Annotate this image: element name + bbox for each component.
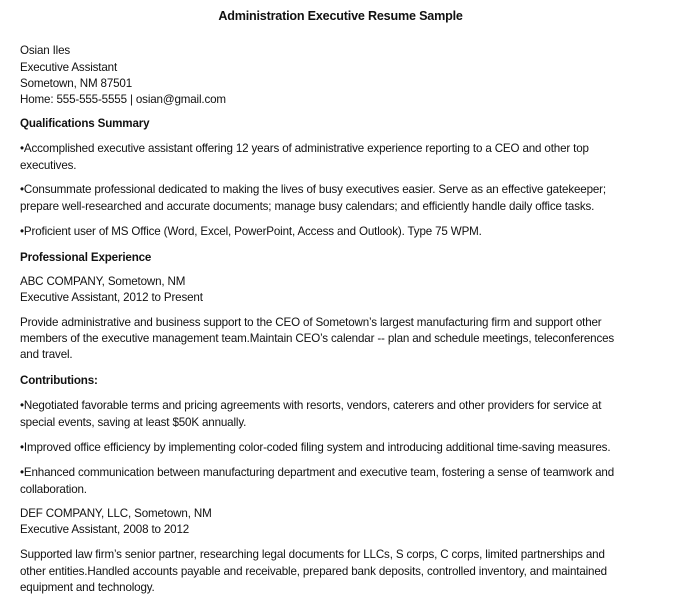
contact-job-title: Executive Assistant [20, 61, 118, 74]
bullet-line: •Consummate professional dedicated to making the lives of busy executives easier. Serve as an effective gatekeeper; [20, 183, 606, 196]
job-role: Executive Assistant, 2012 to Present [20, 291, 203, 304]
job-company: DEF COMPANY, LLC, Sometown, NM [20, 507, 212, 520]
bullet-line: •Proficient user of MS Office (Word, Excel, PowerPoint, Access and Outlook). Type 75 WPM. [20, 225, 482, 238]
job-company: ABC COMPANY, Sometown, NM [20, 275, 186, 288]
experience-heading: Professional Experience [20, 251, 152, 264]
bullet-line: •Accomplished executive assistant offering 12 years of administrative experience reporting to a CEO and other top [20, 142, 589, 155]
bullet-line: executives. [20, 159, 77, 172]
description-line: Supported law firm’s senior partner, researching legal documents for LLCs, S corps, C corps, limited partnerships and [20, 548, 605, 561]
bullet-line: prepare well-researched and accurate documents; manage busy calendars; and efficiently handle daily office tasks. [20, 200, 595, 213]
qualifications-heading: Qualifications Summary [20, 117, 150, 130]
description-line: Provide administrative and business support to the CEO of Sometown’s largest manufacturing firm and support other [20, 316, 602, 329]
description-line: members of the executive management team.Maintain CEO’s calendar -- plan and schedule meetings, teleconferences [20, 332, 615, 345]
bullet-line: special events, saving at least $50K annually. [20, 416, 247, 429]
bullet-line: •Improved office efficiency by implementing color-coded filing system and introducing additional time-saving measures. [20, 441, 611, 454]
contact-name: Osian Iles [20, 44, 71, 57]
bullet-line: •Enhanced communication between manufacturing department and executive team, fostering a sense of teamwork and [20, 466, 615, 479]
contact-phone-email: Home: 555-555-5555 | osian@gmail.com [20, 93, 226, 106]
contributions-heading: Contributions: [20, 374, 98, 387]
bullet-line: collaboration. [20, 483, 87, 496]
description-line: equipment and technology. [20, 581, 155, 594]
job-role: Executive Assistant, 2008 to 2012 [20, 523, 190, 536]
contact-location: Sometown, NM 87501 [20, 77, 133, 90]
description-line: other entities.Handled accounts payable and receivable, prepared bank deposits, controlled inventory, and maintained [20, 565, 607, 578]
bullet-line: •Negotiated favorable terms and pricing agreements with resorts, vendors, caterers and other providers for service at [20, 399, 602, 412]
page-title: Administration Executive Resume Sample [218, 9, 463, 23]
description-line: and travel. [20, 348, 73, 361]
